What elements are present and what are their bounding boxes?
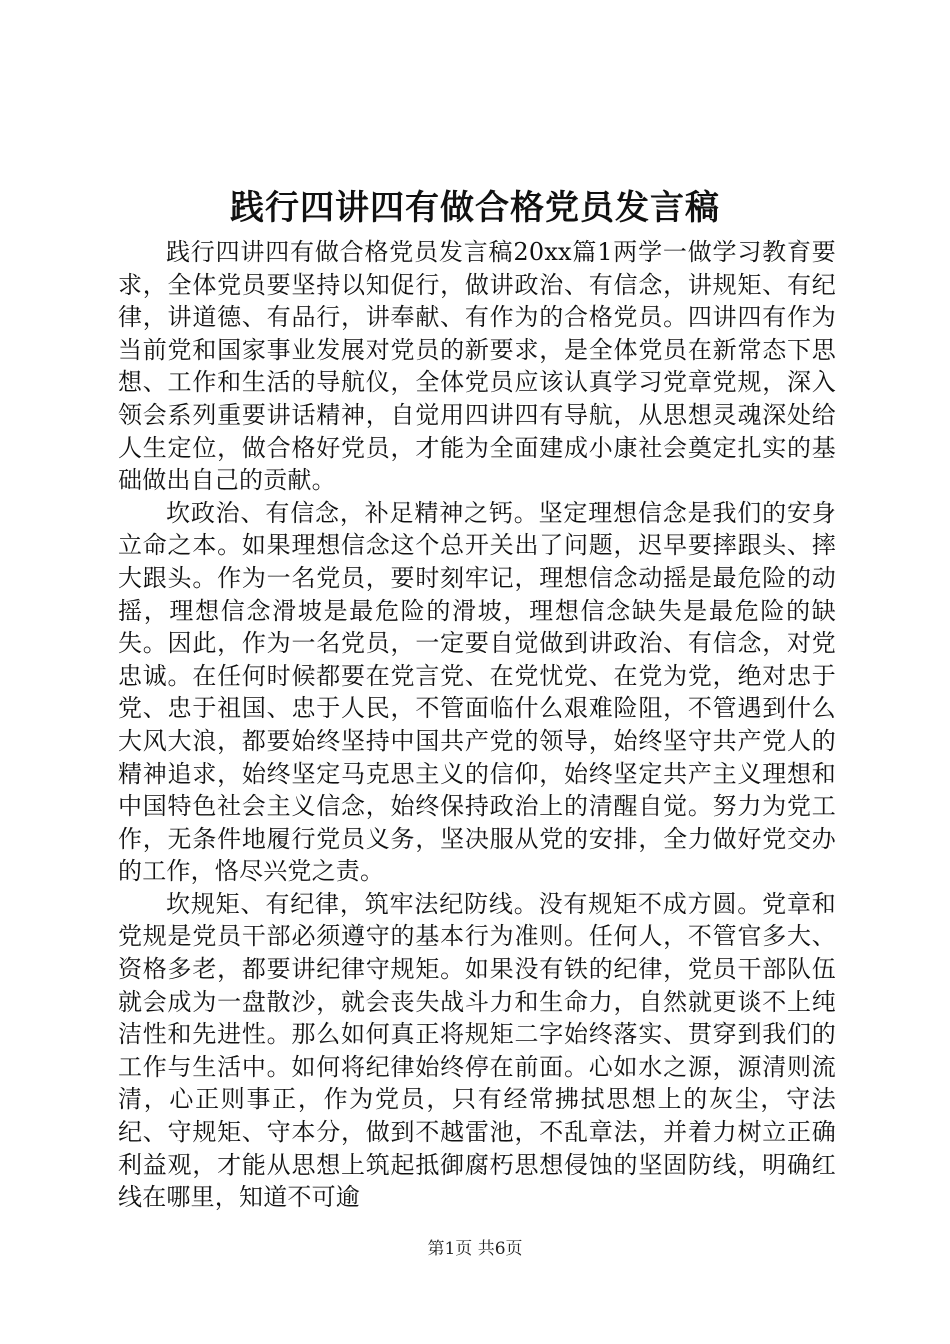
paragraph-politics: 坎政治、有信念，补足精神之钙。坚定理想信念是我们的安身立命之本。如果理想信念这个总开关出了问题，迟早要摔跟头、摔大跟头。作为一名党员，要时刻牢记，理想信念动摇是最危险的动摇，理想信念滑坡是最危险的滑坡，理想信念缺失是最危险的缺失。因此，作为一名党员，一定要自觉做到讲政治、有信念，对党忠诚。在任何时候都要在党言党、在党忧党、在党为党，绝对忠于党、忠于祖国、忠于人民，不管面临什么艰难险阻，不管遇到什么大风大浪，都要始终坚持中国共产党的领导，始终坚守共产党人的精神追求，始终坚定马克思主义的信仰，始终坚定共产主义理想和中国特色社会主义信念，始终保持政治上的清醒自觉。努力为党工作，无条件地履行党员义务，坚决服从党的安排，全力做好党交办的工作，恪尽兴党之责。 (118, 498, 836, 886)
document-body (118, 236, 836, 1214)
page-footer: 第1页 共6页 (427, 1239, 523, 1259)
document-title: 践行四讲四有做合格党员发言稿 (230, 188, 720, 228)
paragraph-discipline: 坎规矩、有纪律，筑牢法纪防线。没有规矩不成方圆。党章和党规是党员干部必须遵守的基本行为准则。任何人，不管官多大、资格多老，都要讲纪律守规矩。如果没有铁的纪律，党员干部队伍就会成为一盘散沙，就会丧失战斗力和生命力，自然就更谈不上纯洁性和先进性。那么如何真正将规矩二字始终落实、贯穿到我们的工作与生活中。如何将纪律始终停在前面。心如水之源，源清则流清，心正则事正，作为党员，只有经常拂拭思想上的灰尘，守法纪、守规矩、守本分，做到不越雷池，不乱章法，并着力树立正确利益观，才能从思想上筑起抵御腐朽思想侵蚀的坚固防线，明确红线在哪里，知道不可逾 (118, 889, 836, 1212)
paragraph-intro: 践行四讲四有做合格党员发言稿20xx篇1两学一做学习教育要求，全体党员要坚持以知促行，做讲政治、有信念，讲规矩、有纪律，讲道德、有品行，讲奉献、有作为的合格党员。四讲四有作为当前党和国家事业发展对党员的新要求，是全体党员在新常态下思想、工作和生活的导航仪，全体党员应该认真学习党章党规，深入领会系列重要讲话精神，自觉用四讲四有导航，从思想灵魂深处给人生定位，做合格好党员，才能为全面建成小康社会奠定扎实的基础做出自己的贡献。 (118, 238, 836, 495)
